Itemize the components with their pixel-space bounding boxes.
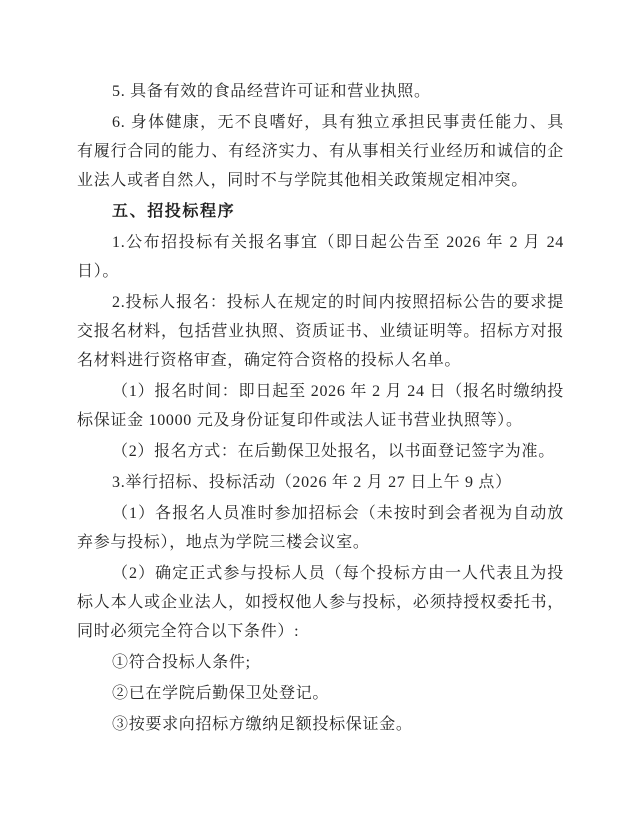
section-heading-bidding-procedure: 五、招投标程序: [112, 203, 236, 220]
para-step1-announcement: 1.公布招投标有关报名事宜（即日起公告至 2026 年 2 月 24 日）。: [77, 234, 564, 280]
para-step2-1-time: （1）报名时间：即日起至 2026 年 2 月 24 日（报名时缴纳投标保证金 10000 元及身份证复印件或法人证书营业执照等）。: [77, 383, 564, 429]
para-condition-3: ③按要求向招标方缴纳足额投标保证金。: [112, 716, 413, 733]
para-step3-2-participants: （2）确定正式参与投标人员（每个投标方由一人代表且为投标人本人或企业法人，如授权他人参与投标，必须持授权委托书，同时必须完全符合以下条件）:: [77, 565, 564, 640]
para-step3-event: 3.举行招标、投标活动（2026 年 2 月 27 日上午 9 点）: [112, 474, 512, 491]
para-step2-2-method: （2）报名方式：在后勤保卫处报名，以书面登记签字为准。: [112, 443, 555, 460]
para-condition-1: ①符合投标人条件;: [112, 654, 251, 671]
para-condition-2: ②已在学院后勤保卫处登记。: [112, 685, 330, 702]
para-step2-registration: 2.投标人报名：投标人在规定的时间内按照招标公告的要求提交报名材料，包括营业执照、资质证书、业绩证明等。招标方对报名材料进行资格审查，确定符合资格的投标人名单。: [77, 294, 564, 369]
para-step3-1-attendance: （1）各报名人员准时参加招标会（未按时到会者视为自动放弃参与投标），地点为学院三楼会议室。: [77, 505, 564, 551]
para-item-5-license: 5. 具备有效的食品经营许可证和营业执照。: [112, 83, 431, 100]
para-item-6-health: 6. 身体健康，无不良嗜好，具有独立承担民事责任能力、具有履行合同的能力、有经济实力、有从事相关行业经历和诚信的企业法人或者自然人，同时不与学院其他相关政策规定相冲突。: [77, 114, 564, 189]
